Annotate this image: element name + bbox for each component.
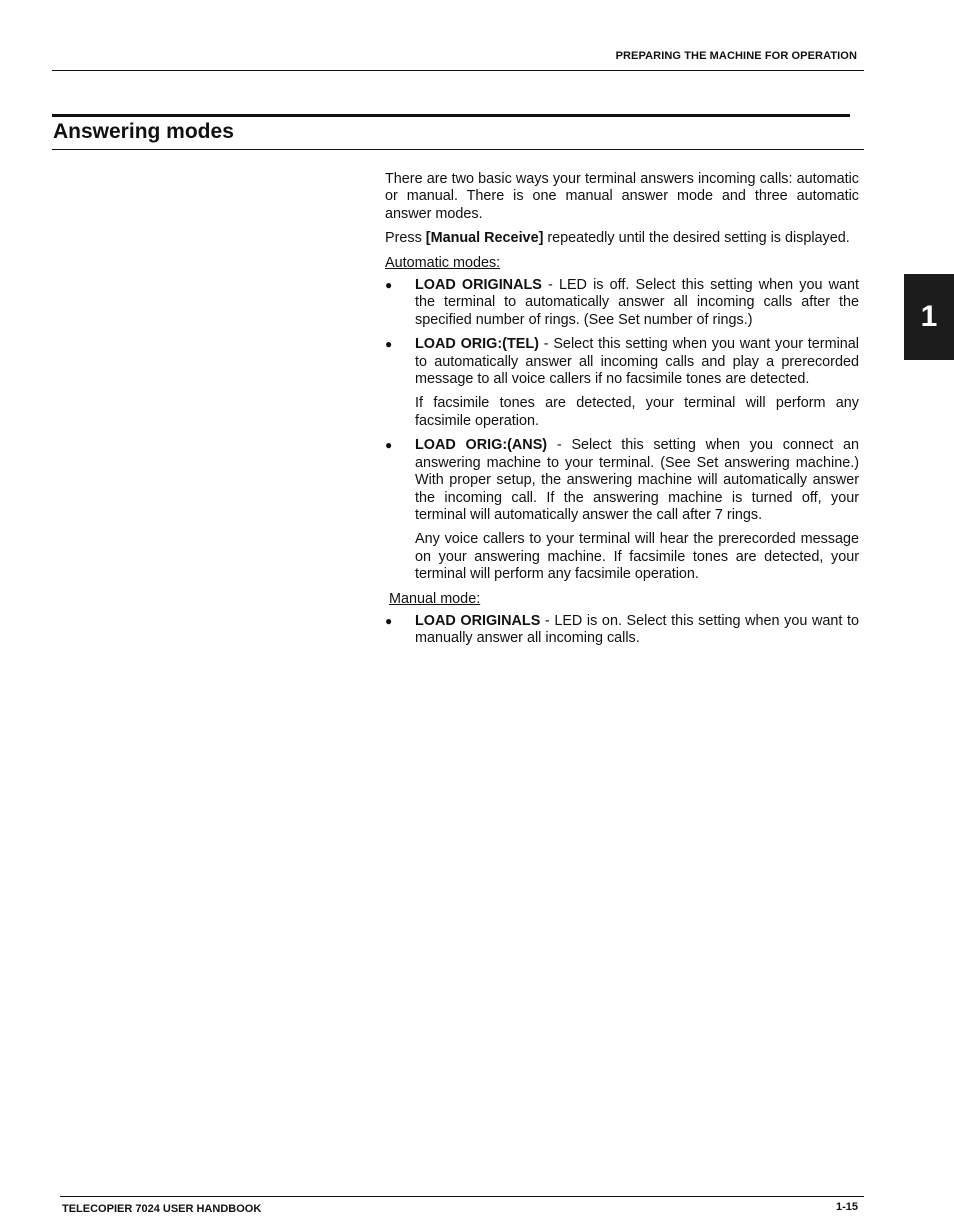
body-column: [385, 171, 859, 655]
bullet-icon: ●: [385, 278, 393, 293]
chapter-tab: 1: [904, 274, 954, 360]
instruction-paragraph: Press [Manual Receive] repeatedly until the desired setting is displayed.: [385, 230, 850, 247]
mode-label: LOAD ORIGINALS: [415, 612, 541, 629]
mode-label: LOAD ORIG:(ANS): [415, 437, 548, 454]
mode-note: Any voice callers to your terminal will hear the prerecorded message on your answering machine. If facsimile tones are detected, your terminal will perform any facsimile operation.: [415, 531, 859, 583]
list-item-load-orig-tel: ● LOAD ORIG:(TEL) - Select this setting when you want your terminal to automatically answer all incoming calls and play a prerecorded message to all voice callers if no facsimile tones are detected. If facsimile tones are detected, your terminal will perform any facsimile operation.: [385, 336, 859, 429]
title-top-rule: [52, 114, 850, 117]
title-bottom-rule: [52, 149, 864, 150]
mode-label: LOAD ORIGINALS: [415, 277, 542, 294]
footer-rule: [60, 1196, 864, 1197]
section-title: Answering modes: [53, 120, 234, 143]
bullet-icon: ●: [385, 438, 393, 453]
footer-title: TELECOPIER 7024 USER HANDBOOK: [62, 1203, 262, 1215]
bullet-icon: ●: [385, 337, 393, 352]
list-item-load-originals-auto: ● LOAD ORIGINALS - LED is off. Select this setting when you want the terminal to automatically answer all incoming calls after the specified number of rings. (See Set number of rings.): [385, 277, 859, 328]
list-item-load-orig-ans: ● LOAD ORIG:(ANS) - Select this setting when you connect an answering machine to your terminal. (See Set answering machine.) With proper setup, the answering machine will automatically answer the incoming call. If the answering machine is turned off, your terminal will automatically answer the call after 7 rings. Any voice callers to your terminal will hear the prerecorded message on your answering machine. If facsimile tones are detected, your terminal will perform any facsimile operation.: [385, 437, 859, 583]
manual-receive-key: [Manual Receive]: [425, 230, 544, 247]
header-rule: [52, 70, 864, 71]
bullet-icon: ●: [385, 613, 393, 628]
mode-label: LOAD ORIG:(TEL): [415, 336, 539, 353]
running-head: PREPARING THE MACHINE FOR OPERATION: [615, 50, 857, 62]
intro-paragraph: There are two basic ways your terminal answers incoming calls: automatic or manual. There is one manual answer mode and three automatic answer modes.: [385, 171, 859, 222]
list-item-load-originals-manual: ● LOAD ORIGINALS - LED is on. Select this setting when you want to manually answer all incoming calls.: [385, 612, 859, 647]
mode-note: If facsimile tones are detected, your terminal will perform any facsimile operation.: [415, 395, 859, 429]
manual-mode-heading: Manual mode:: [389, 590, 481, 607]
automatic-modes-heading: Automatic modes:: [385, 254, 501, 271]
page-number: 1-15: [835, 1201, 858, 1213]
